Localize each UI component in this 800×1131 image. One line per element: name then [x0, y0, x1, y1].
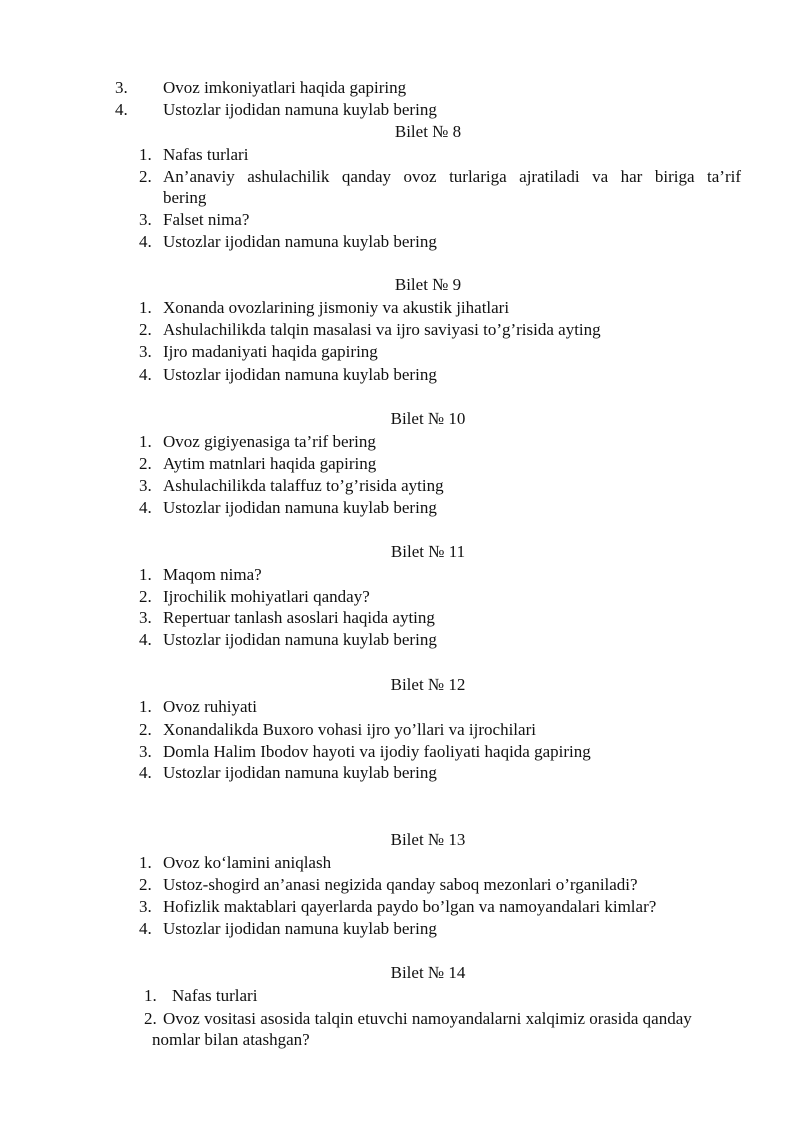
list-item: Aytim matnlari haqida gapiring: [163, 454, 377, 473]
list-item: Ustozlar ijodidan namuna kuylab bering: [163, 100, 437, 119]
list-number: 3.: [139, 476, 152, 495]
list-item: Ustozlar ijodidan namuna kuylab bering: [163, 919, 437, 938]
list-item: Ovoz ko‘lamini aniqlash: [163, 853, 332, 872]
list-item: Ustozlar ijodidan namuna kuylab bering: [163, 232, 437, 251]
list-item: Ovoz vositasi asosida talqin etuvchi namoyandalarni xalqimiz orasida qanday: [163, 1009, 692, 1028]
list-number: 4.: [139, 498, 152, 517]
list-item-continuation: nomlar bilan atashgan?: [152, 1030, 310, 1049]
list-item: Ashulachilikda talqin masalasi va ijro saviyasi to’g’risida ayting: [163, 320, 601, 339]
list-number: 4.: [139, 232, 152, 251]
list-number: 1.: [139, 298, 152, 317]
list-number: 3.: [139, 210, 152, 229]
list-number: 1.: [144, 986, 157, 1005]
list-number: 3.: [139, 897, 152, 916]
list-item: Ijrochilik mohiyatlari qanday?: [163, 587, 370, 606]
list-item: Ustozlar ijodidan namuna kuylab bering: [163, 630, 437, 649]
list-number: 4.: [139, 763, 152, 782]
list-item: Maqom nima?: [163, 565, 262, 584]
list-item: Ovoz ruhiyati: [163, 697, 257, 716]
ticket-heading: Bilet № 13: [390, 830, 466, 849]
list-number: 4.: [139, 630, 152, 649]
ticket-heading: Bilet № 14: [390, 963, 466, 982]
list-number: 2.: [139, 454, 152, 473]
list-item: Ustozlar ijodidan namuna kuylab bering: [163, 498, 437, 517]
list-item: Falset nima?: [163, 210, 250, 229]
ticket-heading: Bilet № 9: [394, 275, 462, 294]
list-item: Xonanda ovozlarining jismoniy va akustik jihatlari: [163, 298, 510, 317]
list-item: An’anaviy ashulachilik qanday ovoz turlariga ajratiladi va har biriga ta’rif: [163, 167, 741, 186]
ticket-heading: Bilet № 8: [394, 122, 462, 141]
list-item: Ijro madaniyati haqida gapiring: [163, 342, 378, 361]
list-number: 2.: [139, 587, 152, 606]
list-item: Ovoz gigiyenasiga ta’rif bering: [163, 432, 376, 451]
list-item-continuation: bering: [163, 188, 207, 207]
list-number: 2.: [139, 875, 152, 894]
list-number: 2.: [139, 320, 152, 339]
ticket-heading: Bilet № 12: [390, 675, 466, 694]
list-number: 3.: [139, 742, 152, 761]
ticket-heading: Bilet № 10: [390, 409, 466, 428]
list-item: Repertuar tanlash asoslari haqida ayting: [163, 608, 435, 627]
list-number: 3.: [115, 78, 128, 97]
list-number: 1.: [139, 853, 152, 872]
list-number: 2.: [144, 1009, 157, 1028]
list-number: 1.: [139, 145, 152, 164]
list-number: 2.: [139, 167, 152, 186]
list-item: Ovoz imkoniyatlari haqida gapiring: [163, 78, 407, 97]
list-number: 1.: [139, 432, 152, 451]
list-number: 3.: [139, 608, 152, 627]
ticket-heading: Bilet № 11: [390, 542, 466, 561]
list-number: 4.: [115, 100, 128, 119]
list-item: Nafas turlari: [163, 145, 249, 164]
list-item: Ustozlar ijodidan namuna kuylab bering: [163, 763, 437, 782]
list-item: Domla Halim Ibodov hayoti va ijodiy faoliyati haqida gapiring: [163, 742, 591, 761]
list-item: Ashulachilikda talaffuz to’g’risida ayting: [163, 476, 444, 495]
list-item: Ustoz-shogird an’anasi negizida qanday saboq mezonlari o’rganiladi?: [163, 875, 638, 894]
list-item: Ustozlar ijodidan namuna kuylab bering: [163, 365, 437, 384]
list-item: Nafas turlari: [172, 986, 258, 1005]
list-item: Xonandalikda Buxoro vohasi ijro yo’llari va ijrochilari: [163, 720, 536, 739]
list-number: 4.: [139, 365, 152, 384]
list-number: 1.: [139, 565, 152, 584]
list-number: 2.: [139, 720, 152, 739]
list-number: 4.: [139, 919, 152, 938]
list-number: 3.: [139, 342, 152, 361]
list-number: 1.: [139, 697, 152, 716]
list-item: Hofizlik maktablari qayerlarda paydo bo’lgan va namoyandalari kimlar?: [163, 897, 657, 916]
